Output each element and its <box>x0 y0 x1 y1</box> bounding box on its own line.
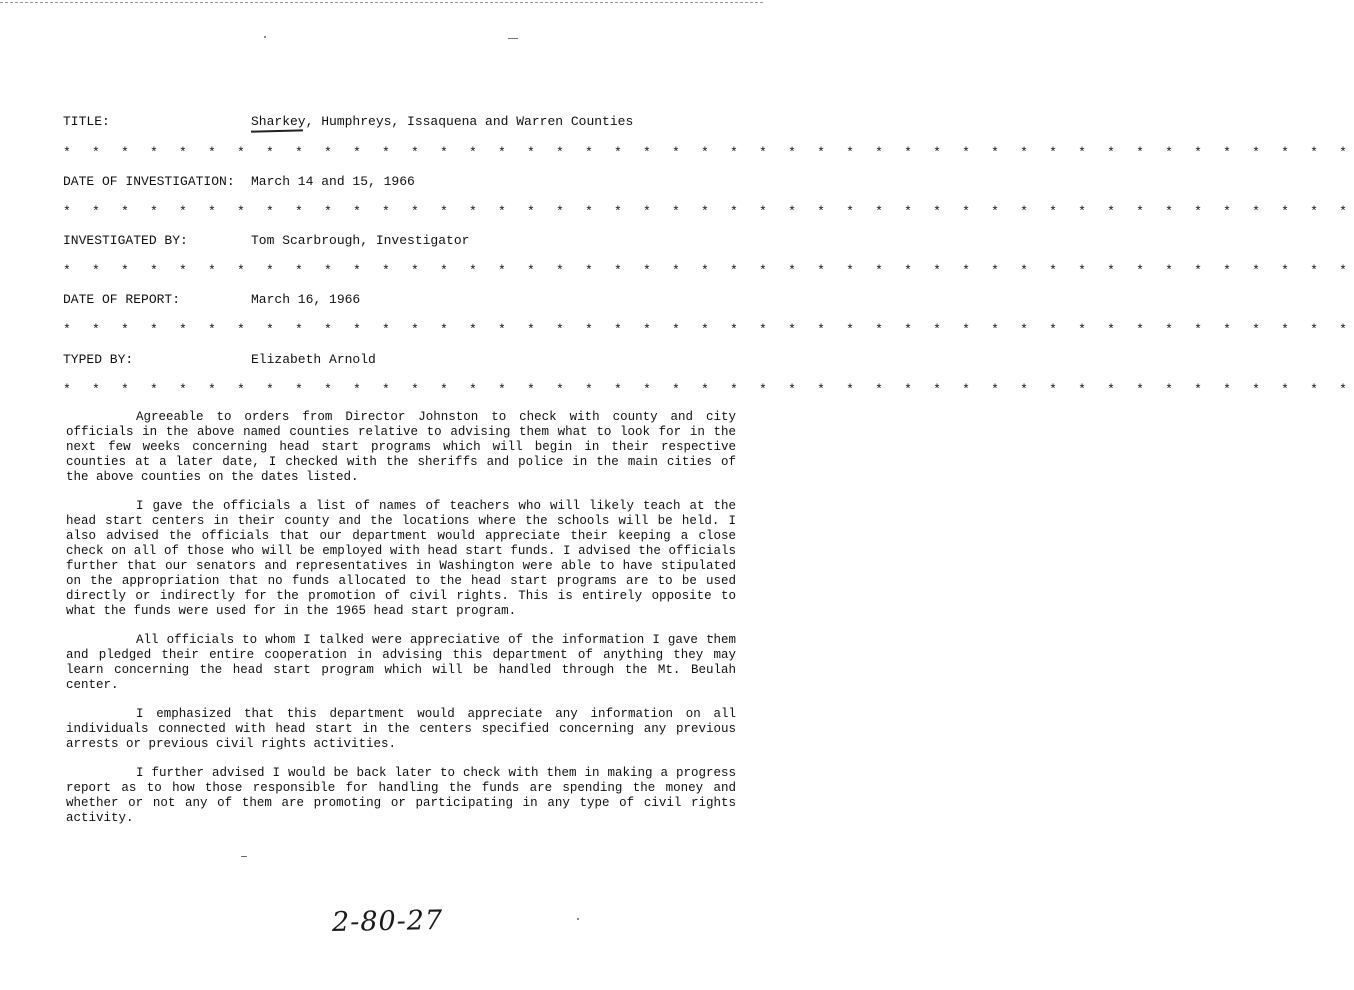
asterisk-separator: * * * * * * * * * * * * * * * * * * * * * * * * * * * * * * * * * * * * * * * * * * * * * <box>63 322 1354 337</box>
asterisk-separator: * * * * * * * * * * * * * * * * * * * * * * * * * * * * * * * * * * * * * * * * * * * * * <box>63 263 1354 278</box>
scan-speck <box>264 36 266 38</box>
body-paragraph: All officials to whom I talked were appreciative of the information I gave them and pledged their entire cooperation in advising this department of anything they may learn concerning the head start program which will be handled through the Mt. Beulah center. <box>66 633 736 692</box>
date-of-investigation-value: March 14 and 15, 1966 <box>251 174 415 189</box>
scan-speck <box>577 918 579 920</box>
title-label: TITLE: <box>63 114 110 129</box>
body-paragraph: I further advised I would be back later to check with them in making a progress report as to how those responsible for handling the funds are spending the money and whether or not any of them are promoting or participating in any type of civil rights activity. <box>66 766 736 825</box>
top-edge-rule <box>0 2 763 3</box>
asterisk-separator: * * * * * * * * * * * * * * * * * * * * * * * * * * * * * * * * * * * * * * * * * * * * * <box>63 204 1354 219</box>
date-of-report-value: March 16, 1966 <box>251 292 361 307</box>
handwritten-underline <box>251 129 303 132</box>
scan-speck <box>241 856 247 857</box>
body-paragraph: I emphasized that this department would appreciate any information on all individuals connected with head start in the centers specified concerning any previous arrests or previous civil rights activities. <box>66 707 736 751</box>
date-of-investigation-label: DATE OF INVESTIGATION: <box>63 174 235 189</box>
body-paragraph: I gave the officials a list of names of teachers who will likely teach at the head start centers in their county and the locations where the schools will be held. I also advised the officials that our department would appreciate their keeping a close check on all of those who will be employed with head start funds. I advised the officials further that our senators and representatives in Washington were able to have stipulated on the appropriation that no funds allocated to the head start programs are to be used directly or indirectly for the promotion of civil rights. This is entirely opposite to what the funds were used for in the 1965 head start program. <box>66 499 736 618</box>
handwritten-file-number: 2-80-27 <box>331 905 444 938</box>
asterisk-separator: * * * * * * * * * * * * * * * * * * * * * * * * * * * * * * * * * * * * * * * * * * * * * <box>63 145 1354 160</box>
investigated-by-label: INVESTIGATED BY: <box>63 233 188 248</box>
date-of-report-label: DATE OF REPORT: <box>63 292 181 307</box>
asterisk-separator: * * * * * * * * * * * * * * * * * * * * * * * * * * * * * * * * * * * * * * * * * * * * * <box>63 382 1354 397</box>
typed-by-value: Elizabeth Arnold <box>251 352 376 367</box>
scan-mark <box>508 38 518 39</box>
body-paragraph: Agreeable to orders from Director Johnston to check with county and city officials in the above named counties relative to advising them what to look for in the next few weeks concerning head start programs which will begin in their respective counties at a later date, I checked with the sheriffs and police in the main cities of the above counties on the dates listed. <box>66 410 736 484</box>
typed-by-label: TYPED BY: <box>63 352 134 367</box>
report-body <box>66 410 736 840</box>
investigated-by-value: Tom Scarbrough, Investigator <box>251 233 470 248</box>
title-value: Sharkey, Humphreys, Issaquena and Warren Counties <box>251 114 634 129</box>
